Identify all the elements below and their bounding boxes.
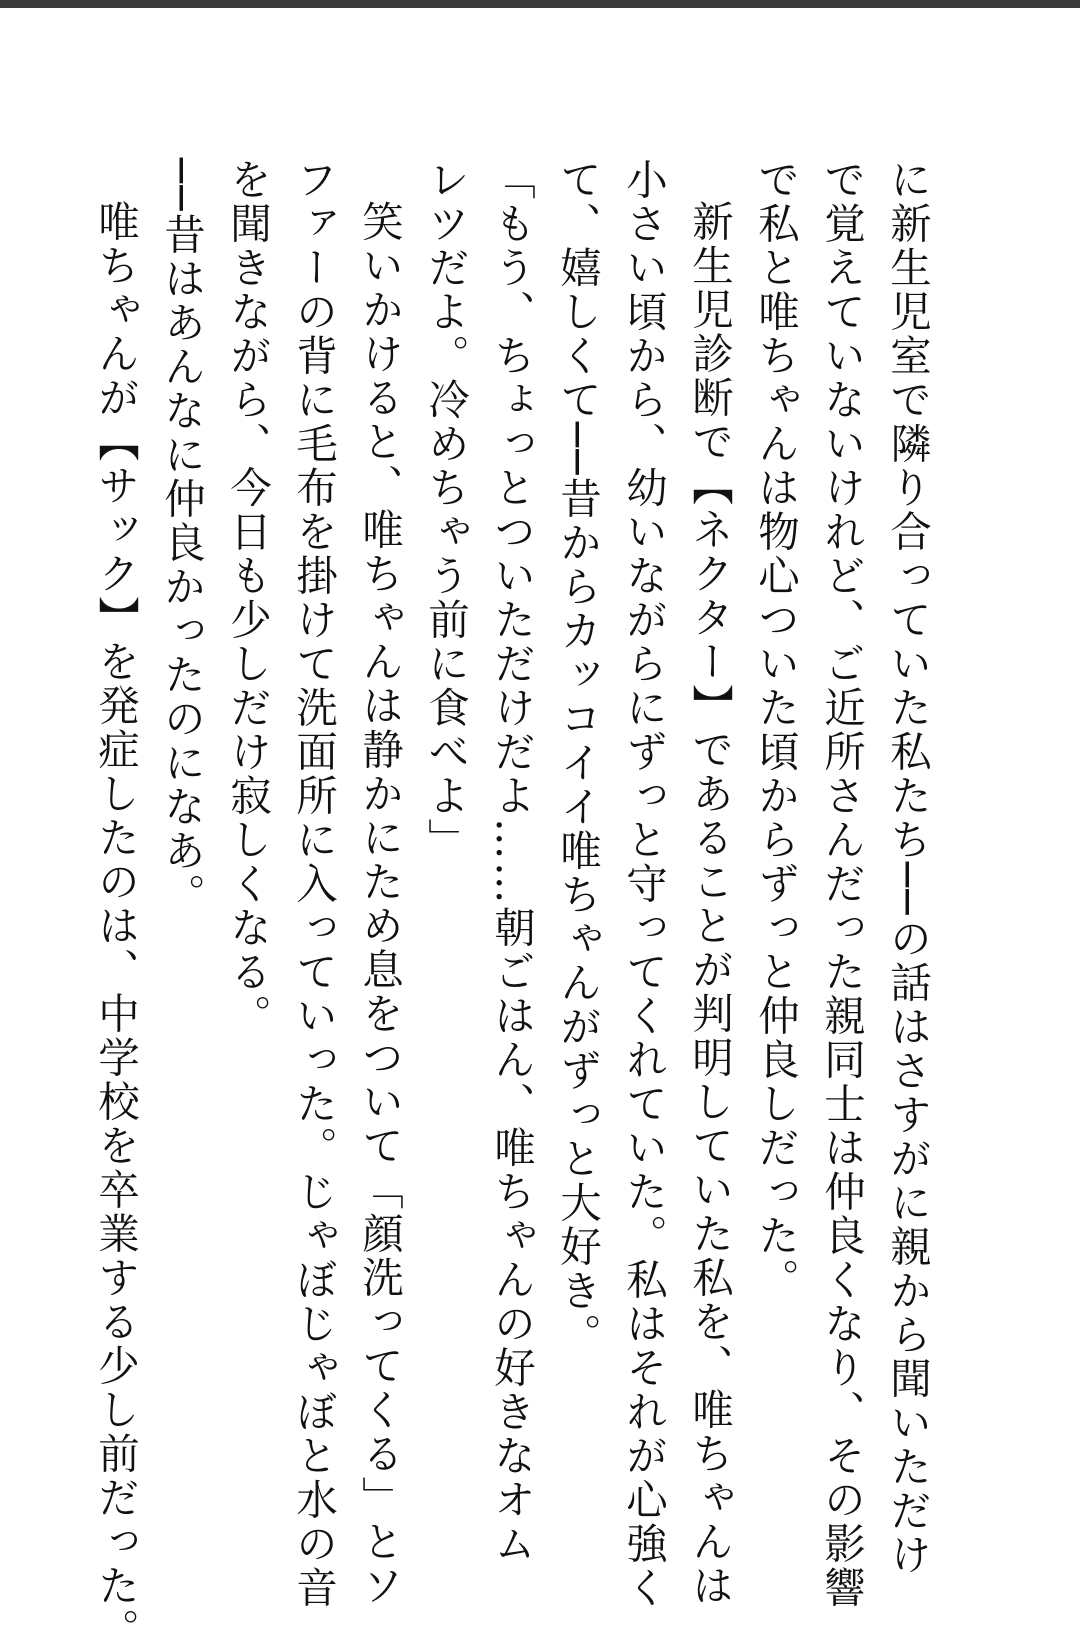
text-line-5: 小さい頃から、幼いながらにずっと守ってくれていた。私はそれが心強く	[619, 158, 668, 1610]
text-line-6: て、嬉しくて──昔からカッコイイ唯ちゃんがずっと大好き。	[553, 158, 602, 1357]
top-edge-bar	[0, 0, 1080, 8]
text-line-3: で私と唯ちゃんは物心ついた頃からずっと仲良しだった。	[751, 158, 800, 1302]
text-line-12: ──昔はあんなに仲良かったのになあ。	[157, 158, 206, 917]
text-line-1: に新生児室で隣り合っていた私たち──の話はさすがに親から聞いただけ	[883, 158, 932, 1577]
text-line-8: レツだよ。冷めちゃう前に食べよ」	[421, 158, 470, 862]
text-line-13: 唯ちゃんが【サック】を発症したのは、中学校を卒業する少し前だった。	[91, 200, 140, 1652]
text-line-7: 「もう、ちょっとついただけだよ……朝ごはん、唯ちゃんの好きなオム	[487, 158, 536, 1566]
text-line-2: で覚えていないけれど、ご近所さんだった親同士は仲良くなり、その影響	[817, 158, 866, 1610]
book-page	[0, 8, 1080, 1652]
text-line-9: 笑いかけると、唯ちゃんは静かにため息をついて「顔洗ってくる」とソ	[355, 200, 404, 1608]
text-line-11: を聞きながら、今日も少しだけ寂しくなる。	[223, 158, 272, 1038]
text-line-10: ファーの背に毛布を掛けて洗面所に入っていった。じゃぼじゃぼと水の音	[289, 158, 338, 1610]
text-line-4: 新生児診断で【ネクター】であることが判明していた私を、唯ちゃんは	[685, 200, 734, 1608]
